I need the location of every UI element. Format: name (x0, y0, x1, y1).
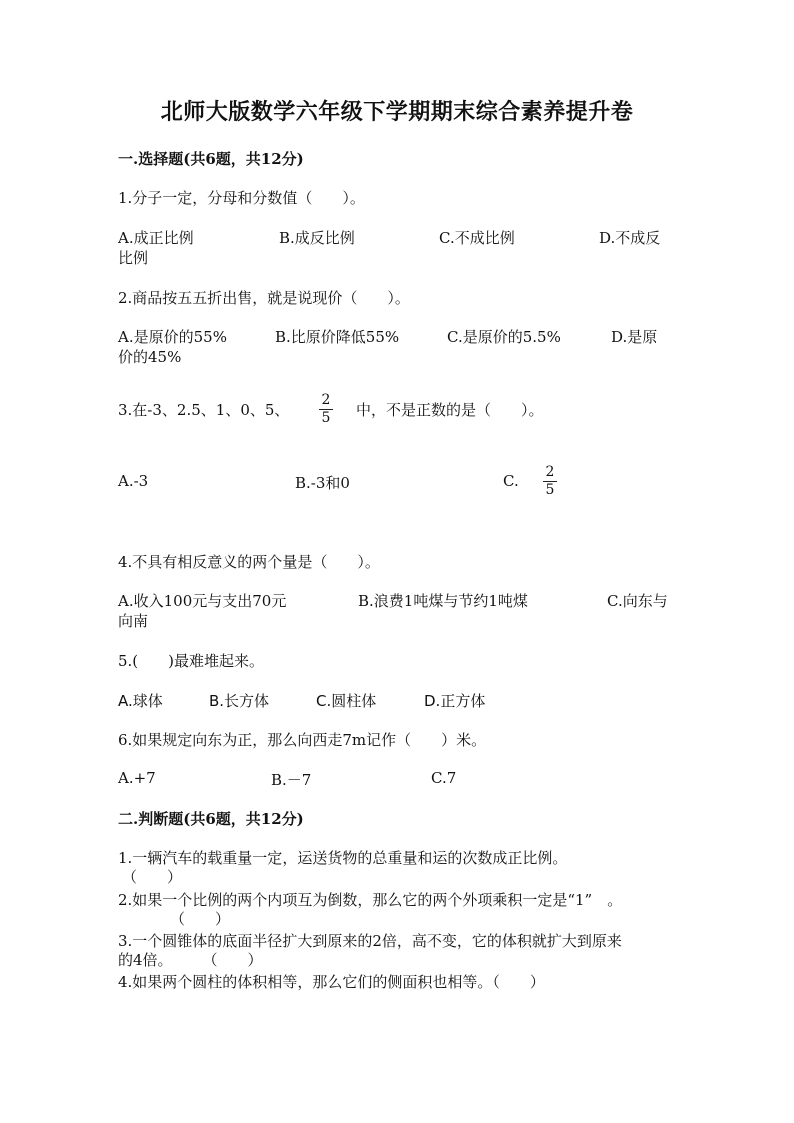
q2-option-c: C.是原价的5.5% (447, 328, 561, 346)
q5-option-d: D.正方体 (424, 692, 486, 710)
judgment-3-text-cont: 的4倍。 （ ） (118, 951, 263, 969)
q2-option-b: B.比原价降低55% (275, 328, 400, 346)
question-6-stem: 6.如果规定向东为正，那么向西走7m记作（ ）米。 (118, 731, 487, 749)
q4-option-b: B.浪费1吨煤与节约1吨煤 (358, 592, 528, 610)
judgment-1-blank: （ ） (122, 868, 183, 886)
q3-fraction-numerator: 2 (321, 392, 331, 408)
q5-option-a: A.球体 (118, 692, 163, 710)
page-title: 北师大版数学六年级下学期期末综合素养提升卷 (160, 99, 634, 125)
judgment-2-text: 2.如果一个比例的两个内项互为倒数，那么它的两个外项乘积一定是“1” 。 (118, 891, 623, 909)
q1-option-d: D.不成反 (599, 229, 661, 247)
q6-option-a: A.+7 (118, 769, 156, 787)
q3-option-a: A.-3 (118, 472, 149, 490)
section-heading-judgment: 二.判断题(共6题，共12分) (118, 810, 304, 828)
q3-option-c: C. (503, 472, 519, 490)
q4-option-c-wrap: 向南 (118, 612, 149, 630)
judgment-4-text: 4.如果两个圆柱的体积相等，那么它们的侧面积也相等。（ ） (118, 973, 545, 991)
q6-option-b: B.－7 (271, 771, 312, 789)
q1-option-c: C.不成比例 (439, 229, 515, 247)
q3-option-c-fraction (543, 465, 557, 498)
q5-option-b: B.长方体 (209, 692, 270, 710)
q3-option-c-numerator: 2 (545, 464, 555, 480)
question-2-stem: 2.商品按五五折出售，就是说现价（ ）。 (118, 289, 410, 307)
q4-option-a: A.收入100元与支出70元 (118, 592, 287, 610)
q1-option-b: B.成反比例 (279, 229, 355, 247)
question-3-stem-after: 中，不是正数的是（ ）。 (356, 401, 544, 419)
q4-option-c: C.向东与 (607, 592, 668, 610)
q1-option-a: A.成正比例 (118, 229, 194, 247)
q2-option-d-wrap: 价的45% (118, 348, 182, 366)
judgment-2-blank: （ ） (170, 910, 231, 928)
question-3-stem-before: 3.在-3、2.5、1、0、5、 (118, 401, 290, 419)
q3-option-b: B.-3和0 (295, 474, 350, 492)
q3-fraction (319, 393, 333, 426)
question-4-stem: 4.不具有相反意义的两个量是（ ）。 (118, 553, 380, 571)
q1-option-d-wrap: 比例 (118, 249, 149, 267)
judgment-1-text: 1.一辆汽车的载重量一定，运送货物的总重量和运的次数成正比例。 (118, 849, 568, 867)
judgment-3-text: 3.一个圆锥体的底面半径扩大到原来的2倍，高不变，它的体积就扩大到原来 (118, 932, 622, 950)
section-heading-choice: 一.选择题(共6题，共12分) (118, 150, 304, 168)
q2-option-a: A.是原价的55% (118, 328, 227, 346)
q2-option-d: D.是原 (611, 328, 658, 346)
question-5-stem: 5.( )最难堆起来。 (118, 652, 265, 670)
question-1-stem: 1.分子一定，分母和分数值（ ）。 (118, 189, 365, 207)
q5-option-c: C.圆柱体 (316, 692, 377, 710)
q6-option-c: C.7 (431, 769, 457, 787)
q3-option-c-denominator: 5 (545, 482, 555, 498)
q3-fraction-denominator: 5 (321, 410, 331, 426)
